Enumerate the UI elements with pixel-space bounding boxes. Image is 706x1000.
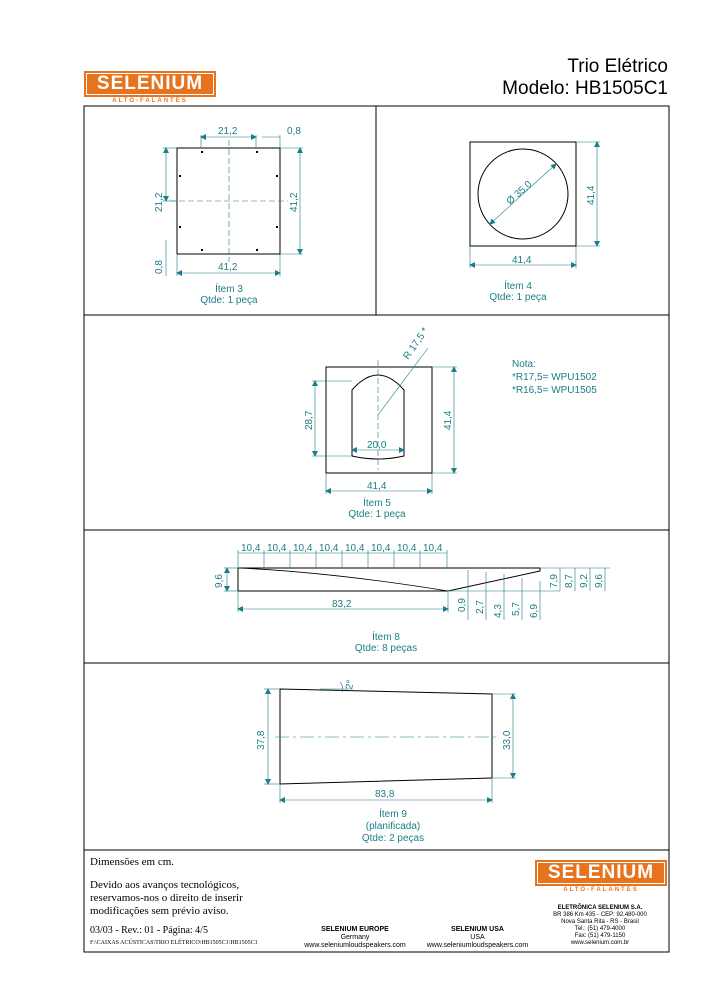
logo-tagline: ALTO-FALANTES (112, 98, 188, 104)
company-addr1: BR 386 Km 435 - CEP: 92.480-000 (553, 912, 647, 918)
item3-dim-top-right: 0,8 (287, 126, 301, 137)
usa-site: www.seleniumloudspeakers.com (426, 942, 529, 949)
item8-seg-7: 10,4 (397, 543, 417, 554)
company-fax: Fax: (51) 479-1150 (574, 933, 626, 939)
item4-dim-bottom: 41,4 (512, 255, 532, 266)
item5-dim-right: 41,4 (443, 410, 454, 430)
item4-dim-right: 41,4 (586, 185, 597, 205)
item8-seg-4: 10,4 (319, 543, 339, 554)
selenium-usa-block (420, 926, 535, 950)
item9-dim-angle: 2° (344, 679, 357, 691)
item8-dim-b4: 5,7 (511, 602, 522, 616)
item3-dim-bottom: 41,2 (218, 262, 238, 273)
company-tel: Tel.: (51) 479-4000 (574, 926, 626, 932)
item5-dim-inner: 20,0 (367, 440, 387, 451)
item8-dim-length: 83,2 (332, 599, 352, 610)
item8-seg-2: 10,4 (267, 543, 287, 554)
item3-qty: Qtde: 1 peça (200, 295, 258, 306)
company-info (520, 905, 680, 947)
item3-dim-bottom-left: 0,8 (154, 260, 165, 274)
item5-note-line2: *R16,5= WPU1505 (512, 385, 597, 396)
item8-drawing (214, 543, 610, 654)
item8-dim-b2: 2,7 (475, 600, 486, 614)
item3-dim-top: 21,2 (218, 126, 238, 137)
europe-site: www.seleniumloudspeakers.com (304, 942, 406, 949)
item8-dim-r2: 8,7 (564, 574, 575, 588)
item9-sub: (planificada) (365, 821, 421, 832)
item8-qty: Qtde: 8 peças (354, 643, 418, 654)
item3-dim-left: 21,2 (154, 192, 165, 212)
usa-country: USA (470, 934, 485, 941)
item5-qty: Qtde: 1 peça (348, 509, 406, 520)
item8-seg-6: 10,4 (371, 543, 391, 554)
item8-seg-8: 10,4 (423, 543, 443, 554)
item5-note-title: Nota: (512, 359, 536, 370)
company-name: ELETRÔNICA SELENIUM S.A. (557, 905, 643, 911)
logo-tagline: ALTO-FALANTES (563, 887, 639, 893)
logo-brand: SELENIUM (84, 71, 216, 97)
item3-drawing (154, 126, 303, 306)
item9-dim-bottom: 83,8 (375, 789, 395, 800)
item8-dim-r4: 9,6 (594, 574, 605, 588)
dimensions-note: Dimensões em cm. (90, 856, 175, 868)
revision-info: 03/03 - Rev.: 01 - Página: 4/5 (90, 925, 208, 936)
item3-name: Ítem 3 (215, 284, 243, 295)
model-title: Modelo: HB1505C1 (502, 78, 668, 99)
item9-qty: Qtde: 2 peças (361, 833, 425, 844)
item4-qty: Qtde: 1 peça (489, 292, 547, 303)
item9-name: Ítem 9 (379, 809, 407, 820)
item8-dim-b5: 6,9 (529, 604, 540, 618)
company-addr2: Nova Santa Rita - RS - Brasil (561, 919, 639, 925)
item8-dim-r1: 7,9 (549, 574, 560, 588)
document-title: Trio Elétrico (567, 56, 668, 77)
item9-dim-right: 33,0 (502, 730, 513, 750)
selenium-europe-block (300, 926, 410, 950)
item8-dim-b1: 0,9 (457, 598, 468, 612)
disclaimer: Devido aos avanços tecnológicos, reservamos-nos o direito de inserir modificações sem prévio aviso. (90, 879, 243, 917)
item4-dim-diameter: Ø 35,0 (504, 178, 535, 208)
item5-drawing (304, 326, 597, 520)
europe-country: Germany (340, 934, 370, 941)
item8-seg-1: 10,4 (241, 543, 261, 554)
item8-seg-5: 10,4 (345, 543, 365, 554)
logo-brand: SELENIUM (535, 860, 667, 886)
europe-name: SELENIUM EUROPE (321, 926, 389, 933)
item8-dim-b3: 4,3 (493, 604, 504, 618)
usa-name: SELENIUM USA (451, 926, 504, 933)
item4-name: Ítem 4 (504, 281, 532, 292)
item5-dim-radius: R 17,5 * (401, 325, 432, 362)
file-path: F:\CAIXAS ACÚSTICAS\TRIO ELÉTRICO\HB1505C1\HB1505C1 (90, 940, 258, 946)
selenium-logo-bottom (535, 860, 667, 893)
item8-name: Ítem 8 (372, 632, 400, 643)
item9-dim-left: 37,8 (256, 730, 267, 750)
item5-dim-bottom: 41,4 (367, 481, 387, 492)
item8-dim-r3: 9,2 (579, 574, 590, 588)
item4-drawing (470, 142, 600, 303)
item5-dim-left: 28,7 (304, 410, 315, 430)
item3-dim-right: 41,2 (289, 192, 300, 212)
item9-drawing (256, 679, 516, 844)
item8-dim-left: 9,6 (214, 574, 225, 588)
item8-seg-3: 10,4 (293, 543, 313, 554)
item5-name: Ítem 5 (363, 498, 391, 509)
company-site: www.selenium.com.br (570, 940, 630, 946)
item5-note-line1: *R17,5= WPU1502 (512, 372, 597, 383)
